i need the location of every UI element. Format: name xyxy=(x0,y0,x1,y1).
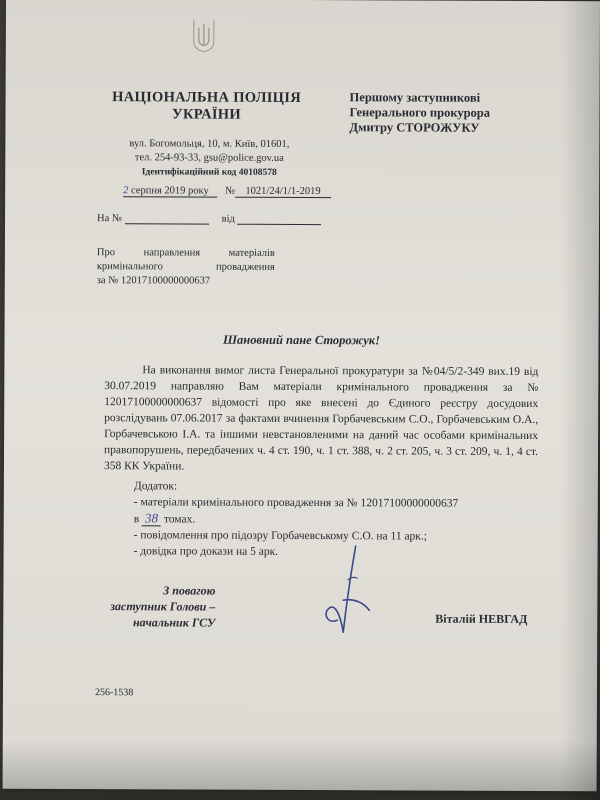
attachment-item-1-volumes xyxy=(134,510,534,529)
incoming-date-label: від xyxy=(221,213,235,225)
incoming-number-label: На № xyxy=(97,213,122,225)
address-line: вул. Богомольця, 10, м. Київ, 01601, xyxy=(129,138,290,150)
incoming-date-field xyxy=(238,212,322,225)
organization-name xyxy=(101,89,311,124)
volumes-count: 38 xyxy=(142,510,161,526)
incoming-reference xyxy=(97,211,322,225)
subject-line-3: за № 12017100000000637 xyxy=(96,275,211,287)
addressee-block xyxy=(349,90,490,136)
signatory-position xyxy=(103,582,215,630)
id-code-line: Ідентифікаційний код 40108578 xyxy=(141,167,277,178)
addressee-line-3: Дмитру СТОРОЖУКУ xyxy=(349,120,480,135)
salutation: Шановний пане Сторожук! xyxy=(222,332,381,348)
attachment-item-1: - матеріали кримінального провадження за № 12017100000000637 xyxy=(133,496,459,510)
position-line-1: заступник Голови – xyxy=(110,599,216,614)
volumes-suffix: томах. xyxy=(163,513,196,526)
attachment-item-2: - повідомлення про підозру Горбачевському С.О. на 11 арк.; xyxy=(133,529,428,543)
addressee-line-2: Генерального прокурора xyxy=(349,105,491,120)
contacts-block xyxy=(109,137,309,180)
attachment-item-3: - довідка про докази на 5 арк. xyxy=(133,545,279,558)
signatory-name: Віталій НЕВГАД xyxy=(435,611,528,626)
attachments-title: Додаток: xyxy=(133,480,178,493)
coat-of-arms-icon xyxy=(191,18,217,54)
outgoing-date-field xyxy=(123,185,217,197)
subject-block xyxy=(97,246,275,289)
handwritten-signature xyxy=(303,540,393,640)
document-page xyxy=(3,0,600,791)
outgoing-date-text: серпня 2019 року xyxy=(131,185,209,197)
incoming-number-field xyxy=(125,211,209,224)
addressee-line-1: Першому заступникові xyxy=(349,90,481,105)
position-line-2: начальник ГСУ xyxy=(132,615,216,630)
org-line-2: УКРАЇНИ xyxy=(171,106,242,123)
outgoing-day: 2 xyxy=(123,185,129,197)
outgoing-number-label: № xyxy=(225,185,236,197)
phone-email-line: тел. 254-93-33, gsu@police.gov.ua xyxy=(134,152,284,164)
outgoing-number: 1021/24/1/1-2019 xyxy=(235,186,331,198)
outgoing-reference xyxy=(123,185,331,198)
executor-reference: 256-1538 xyxy=(94,687,134,699)
volumes-prefix: в xyxy=(133,513,140,526)
org-line-1: НАЦІОНАЛЬНА ПОЛІЦІЯ xyxy=(112,89,302,106)
regards-line: З повагою xyxy=(163,583,216,598)
letter-body: На виконання вимог листа Генеральної прокуратури за №04/5/2-349 вих.19 від 30.07.2019 направляю Вам матеріали кримінального провадження за № 12017100000000637 відомості про яке внесені до Єдиного реєстру досудових розслідувань 07.06.2017 за фактами вчинення Горбачевським С.О., Горбачевським О.А., Горбачевською І.А. та іншими невстановленими на даний час особами кримінальних правопорушень, передбачених ч. 4 ст. 190, ч. 1 ст. 388, ч. 2 ст. 205, ч. 3 ст. 209, ч. 1, 4 ст. 358 КК України. xyxy=(103,364,539,473)
subject-line-1: Про направлення матеріалів xyxy=(96,247,275,259)
subject-line-2: кримінального провадження xyxy=(96,261,275,273)
